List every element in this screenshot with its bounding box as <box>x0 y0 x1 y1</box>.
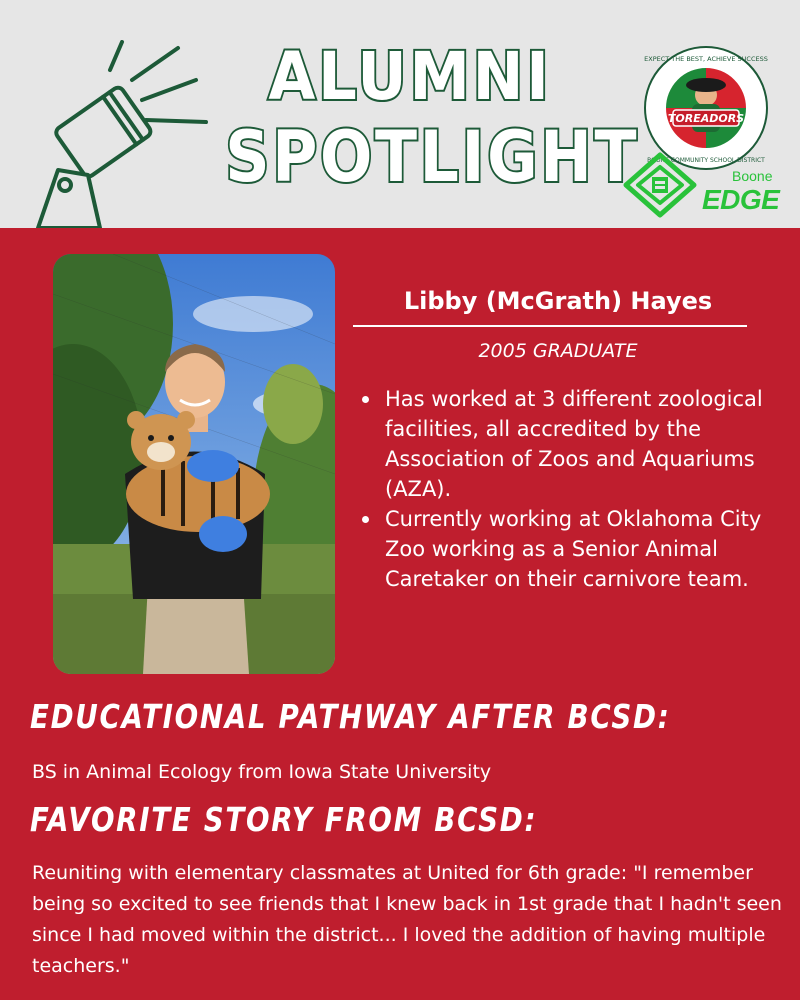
list-item <box>362 504 782 594</box>
bullet-icon <box>362 396 369 403</box>
alumni-photo <box>53 254 335 674</box>
pathway-text: BS in Animal Ecology from Iowa State University <box>32 761 492 783</box>
pathway-heading: EDUCATIONAL PATHWAY AFTER BCSD: <box>30 697 671 736</box>
header-banner <box>0 0 800 228</box>
story-heading: FAVORITE STORY FROM BCSD: <box>30 800 538 839</box>
story-text: Reuniting with elementary classmates at United for 6th grade: "I remember being so excited to see friends that I knew back in 1st grade that I hadn't seen since I had moved within the district... I loved the addition of having multiple teachers." <box>32 862 782 977</box>
spotlight-icon <box>18 40 208 230</box>
title-line-1: ALUMNI <box>268 38 552 115</box>
list-item-text: Has worked at 3 different zoological facilities, all accredited by the Association of Zoos and Aquariums (AZA). <box>385 387 763 501</box>
svg-text:TOREADORS: TOREADORS <box>667 112 745 125</box>
list-item-text: Currently working at Oklahoma City Zoo working as a Senior Animal Caretaker on their carnivore team. <box>385 507 762 591</box>
edge-logo-small-text: Boone <box>732 168 773 184</box>
list-item <box>362 384 782 504</box>
svg-text:BOONE COMMUNITY SCHOOL DISTRIC: BOONE COMMUNITY SCHOOL DISTRICT <box>647 157 765 164</box>
edge-logo-large-text: EDGE <box>702 184 780 215</box>
name-divider <box>353 325 747 327</box>
bullet-icon <box>362 516 369 523</box>
achievement-list <box>362 384 782 594</box>
svg-text:EXPECT THE BEST, ACHIEVE SUCCE: EXPECT THE BEST, ACHIEVE SUCCESS <box>644 55 768 63</box>
title-line-2: SPOTLIGHT <box>225 116 640 198</box>
alumni-name: Libby (McGrath) Hayes <box>403 287 713 315</box>
graduation-year: 2005 GRADUATE <box>478 340 638 362</box>
